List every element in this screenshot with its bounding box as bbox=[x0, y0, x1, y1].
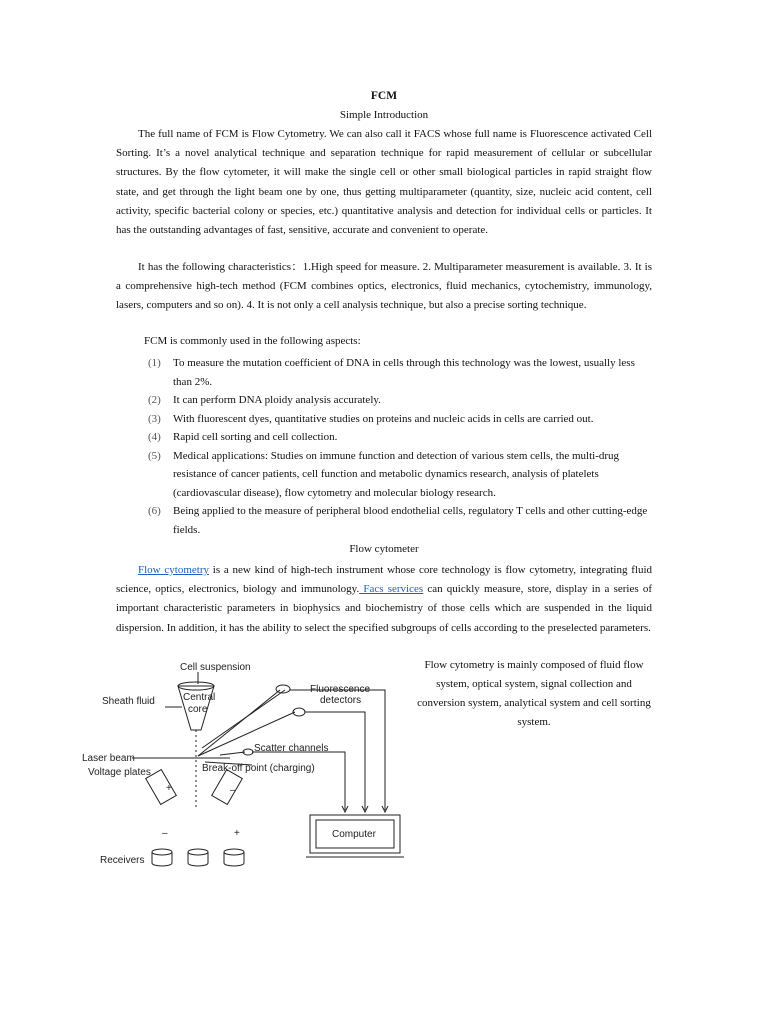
flow-cytometer-text-2: can quickly measure, store, display in a series of important characteristic parameters in biophysics and biochemistry of those cells which are suspended in the liquid dispersion. In addition, it has the ability to select the specified subgroups of cells according to the preselected parameters. bbox=[116, 583, 652, 634]
receivers-group bbox=[152, 849, 244, 866]
label-central: Central bbox=[183, 692, 216, 703]
label-plus-receiver: + bbox=[234, 828, 240, 839]
signal-line-3 bbox=[252, 752, 345, 810]
list-item bbox=[148, 502, 648, 539]
aspects-list bbox=[148, 354, 648, 539]
list-item-text: With fluorescent dyes, quantitative studies on proteins and nucleic acids in cells are carried out. bbox=[173, 412, 594, 425]
characteristics-paragraph-text: It has the following characteristics：1.High speed for measure. 2. Multiparameter measurement is available. 3. It is a comprehensive high-tech method (FCM combines optics, electronics, fluid mechanics, cytochemistry, immunology, lasers, computers and so on). 4. It is not only a cell analysis technique, but also a precise sorting technique. bbox=[116, 261, 652, 312]
list-item-text: To measure the mutation coefficient of DNA in cells through this technology was the lowest, usually less than 2%. bbox=[173, 357, 635, 388]
list-item-number: (1) bbox=[148, 357, 161, 369]
list-item-number: (6) bbox=[148, 505, 161, 517]
characteristics-paragraph bbox=[116, 258, 652, 316]
list-item bbox=[148, 447, 648, 503]
list-item-text: Medical applications: Studies on immune function and detection of various stem cells, the multi-drug resistance of cancer patients, cell function and metabolic dynamics research, analysis of platelets (cardiovascular disease), flow cytometry and molecular biology research. bbox=[173, 449, 620, 499]
facs-services-link[interactable]: Facs services bbox=[359, 583, 424, 596]
label-scatter-channels: Scatter channels bbox=[254, 743, 329, 754]
label-cell-suspension: Cell suspension bbox=[180, 662, 251, 673]
list-item bbox=[148, 354, 648, 391]
label-detectors: detectors bbox=[320, 695, 362, 706]
label-fluorescence: Fluorescence bbox=[310, 684, 371, 695]
list-item-text: Being applied to the measure of peripheral blood endothelial cells, regulatory T cells and other cutting-edge fields. bbox=[173, 505, 648, 536]
label-sheath-fluid: Sheath fluid bbox=[102, 696, 155, 707]
list-item-number: (2) bbox=[148, 394, 161, 406]
label-core: core bbox=[188, 704, 208, 715]
document-subtitle: Simple Introduction bbox=[339, 109, 429, 121]
flow-cytometer-text-1: is a new kind of high-tech instrument whose core technology is flow cytometry, integrating fluid science, optics, electronics, biology and immunology. bbox=[116, 564, 653, 596]
aspects-heading: FCM is commonly used in the following aspects: bbox=[144, 335, 361, 347]
label-laser-beam: Laser beam bbox=[82, 753, 135, 764]
label-minus-plate: – bbox=[230, 785, 236, 796]
flow-cytometry-link[interactable]: Flow cytometry bbox=[138, 564, 209, 576]
document-title: FCM bbox=[370, 90, 398, 102]
list-item-text: It can perform DNA ploidy analysis accurately. bbox=[173, 394, 381, 406]
flow-cytometer-diagram bbox=[80, 660, 420, 875]
section-heading-flow-cytometer: Flow cytometer bbox=[349, 543, 419, 555]
list-item bbox=[148, 428, 648, 447]
intro-paragraph bbox=[116, 125, 652, 240]
label-minus-receiver: – bbox=[162, 828, 168, 839]
list-item-number: (5) bbox=[148, 449, 161, 462]
list-item bbox=[148, 410, 648, 429]
label-computer: Computer bbox=[332, 829, 376, 840]
label-break-off-point: Break-off point (charging) bbox=[202, 763, 315, 774]
scatter-channel-line bbox=[220, 752, 245, 755]
list-item bbox=[148, 391, 648, 410]
label-plus-plate: + bbox=[166, 783, 172, 794]
list-item-number: (3) bbox=[148, 412, 161, 425]
list-item-text: Rapid cell sorting and cell collection. bbox=[173, 431, 338, 443]
flow-cytometer-paragraph bbox=[116, 561, 652, 638]
signal-line-2 bbox=[305, 712, 365, 810]
composition-note: Flow cytometry is mainly composed of fluid flow system, optical system, signal collection and conversion system, analytical system and cell sorting system. bbox=[417, 659, 651, 728]
label-receivers: Receivers bbox=[100, 855, 145, 866]
intro-paragraph-text: The full name of FCM is Flow Cytometry. We can also call it FACS whose full name is Fluorescence activated Cell Sorting. It’s a novel analytical technique and separation technique for rapid measurement of cellular or subcellular structures. By the flow cytometer, it will make the single cell or other small biological particles in rapid straight flow state, and get through the light beam one by one, thus getting multiparameter (quantity, size, nucleic acid content, cell activity, specific bacterial colony or species, etc.) quantitative analysis and detection for individual cells or particles. It has the outstanding advantages of fast, sensitive, accurate and convenient to operate. bbox=[116, 128, 652, 237]
voltage-plate-right bbox=[212, 770, 243, 805]
label-voltage-plates: Voltage plates bbox=[88, 767, 151, 778]
list-item-number: (4) bbox=[148, 431, 161, 443]
